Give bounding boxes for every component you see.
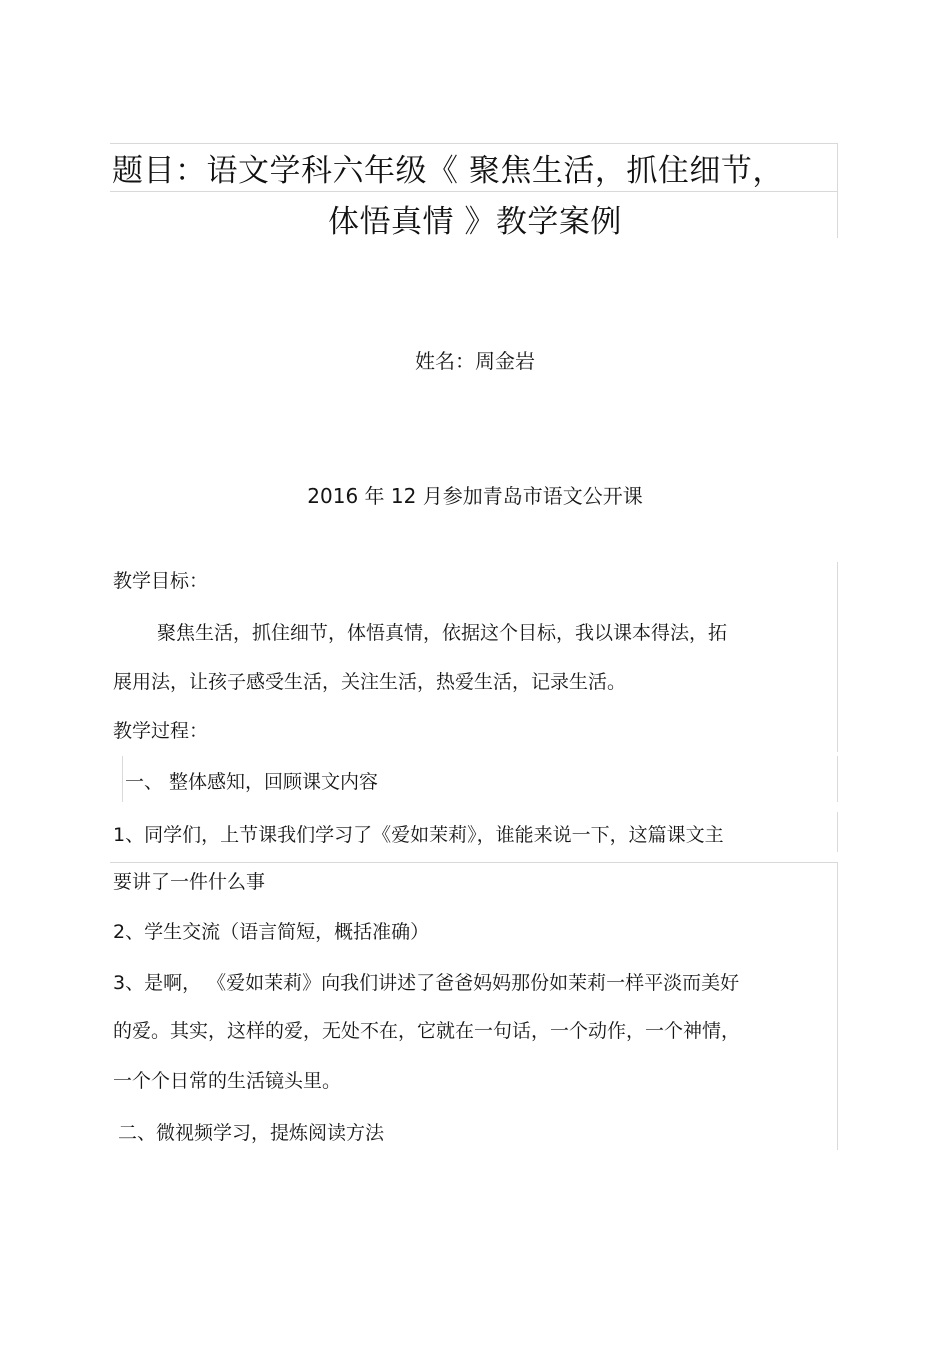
document-title-line-2: 体悟真情 》教学案例 — [328, 204, 622, 240]
item1-rule — [110, 862, 838, 863]
author-line: 姓名：周金岩 — [415, 349, 535, 373]
item-1-line-1: 1、同学们，上节课我们学习了《爱如茉莉》，谁能来说一下，这篇课文主 — [113, 824, 724, 846]
body-rule-right-3 — [837, 812, 838, 852]
goal-paragraph-line-1: 聚焦生活，抓住细节，体悟真情，依据这个目标，我以课本得法，拓 — [157, 622, 728, 644]
item-3-line-1: 3、是啊， 《爱如茉莉》向我们讲述了爸爸妈妈那份如茉莉一样平淡而美好 — [113, 972, 740, 994]
body-rule-right-2 — [837, 756, 838, 802]
section-1-heading: 一、 整体感知，回顾课文内容 — [125, 771, 379, 793]
body-rule-right-4 — [837, 862, 838, 1150]
item-1-line-2: 要讲了一件什么事 — [113, 871, 266, 893]
section-2-heading: 二、微视频学习，提炼阅读方法 — [118, 1122, 385, 1144]
date-line: 2016 年 12 月参加青岛市语文公开课 — [307, 484, 643, 508]
title-rule-top — [110, 143, 838, 144]
title-rule-middle — [110, 191, 838, 192]
document-title-line-1: 题目：语文学科六年级《 聚焦生活，抓住细节， — [112, 153, 784, 189]
item-3-line-3: 一个个日常的生活镜头里。 — [113, 1070, 342, 1092]
item-3-line-2: 的爱。其实，这样的爱，无处不在，它就在一句话，一个动作，一个神情， — [113, 1020, 741, 1042]
body-rule-right-1 — [837, 562, 838, 752]
goal-heading: 教学目标： — [113, 570, 209, 592]
process-heading: 教学过程： — [113, 720, 209, 742]
section1-rule-left — [122, 756, 123, 802]
title-rule-right — [837, 143, 838, 238]
item-2: 2、学生交流（语言简短，概括准确） — [113, 921, 430, 943]
goal-paragraph-line-2: 展用法，让孩子感受生活，关注生活，热爱生活，记录生活。 — [113, 671, 627, 693]
